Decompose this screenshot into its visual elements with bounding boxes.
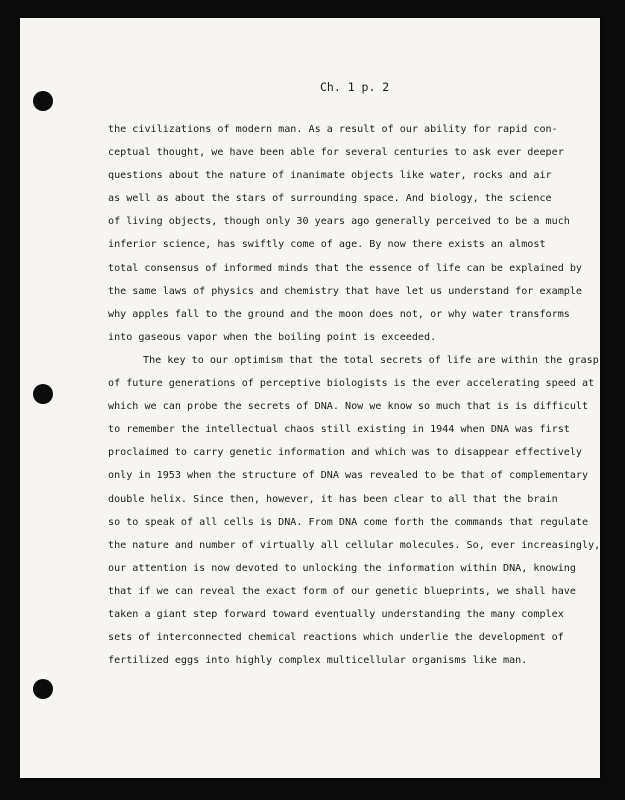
punch-hole bbox=[33, 91, 53, 111]
manuscript-page bbox=[20, 18, 600, 778]
text-line: that if we can reveal the exact form of our genetic blueprints, we shall have bbox=[108, 585, 576, 597]
text-line: to remember the intellectual chaos still existing in 1944 when DNA was first bbox=[108, 424, 570, 436]
text-line: into gaseous vapor when the boiling point is exceeded. bbox=[108, 331, 437, 343]
text-line: only in 1953 when the structure of DNA was revealed to be that of complementary bbox=[108, 470, 589, 482]
text-line: of living objects, though only 30 years ago generally perceived to be a much bbox=[108, 216, 570, 228]
text-line: proclaimed to carry genetic information and which was to disappear effectively bbox=[108, 447, 583, 459]
page-header: Ch. 1 p. 2 bbox=[320, 80, 390, 94]
text-line: ceptual thought, we have been able for several centuries to ask ever deeper bbox=[108, 147, 564, 159]
punch-hole bbox=[33, 679, 53, 699]
body-text bbox=[108, 118, 601, 672]
punch-hole bbox=[33, 384, 53, 404]
text-line: our attention is now devoted to unlocking the information within DNA, knowing bbox=[108, 562, 576, 574]
text-line: as well as about the stars of surrounding space. And biology, the science bbox=[108, 193, 552, 205]
text-line: why apples fall to the ground and the moon does not, or why water transforms bbox=[108, 308, 570, 320]
text-line: taken a giant step forward toward eventually understanding the many complex bbox=[108, 608, 564, 620]
text-line: total consensus of informed minds that the essence of life can be explained by bbox=[108, 262, 583, 274]
text-line: fertilized eggs into highly complex multicellular organisms like man. bbox=[108, 655, 528, 667]
text-line: double helix. Since then, however, it has been clear to all that the brain bbox=[108, 493, 558, 505]
text-line: which we can probe the secrets of DNA. Now we know so much that is is difficult bbox=[108, 401, 589, 413]
text-line: inferior science, has swiftly come of age. By now there exists an almost bbox=[108, 239, 546, 251]
text-line: of future generations of perceptive biologists is the ever accelerating speed at bbox=[108, 378, 595, 390]
text-line: the same laws of physics and chemistry that have let us understand for example bbox=[108, 285, 583, 297]
text-line: the civilizations of modern man. As a result of our ability for rapid con- bbox=[108, 124, 558, 135]
text-line: so to speak of all cells is DNA. From DNA come forth the commands that regulate bbox=[108, 516, 589, 528]
text-line: the nature and number of virtually all cellular molecules. So, ever increasingly, bbox=[108, 539, 601, 551]
text-line: questions about the nature of inanimate objects like water, rocks and air bbox=[108, 170, 552, 182]
text-line: The key to our optimism that the total secrets of life are within the grasp bbox=[143, 354, 599, 366]
text-line: sets of interconnected chemical reactions which underlie the development of bbox=[108, 632, 564, 644]
